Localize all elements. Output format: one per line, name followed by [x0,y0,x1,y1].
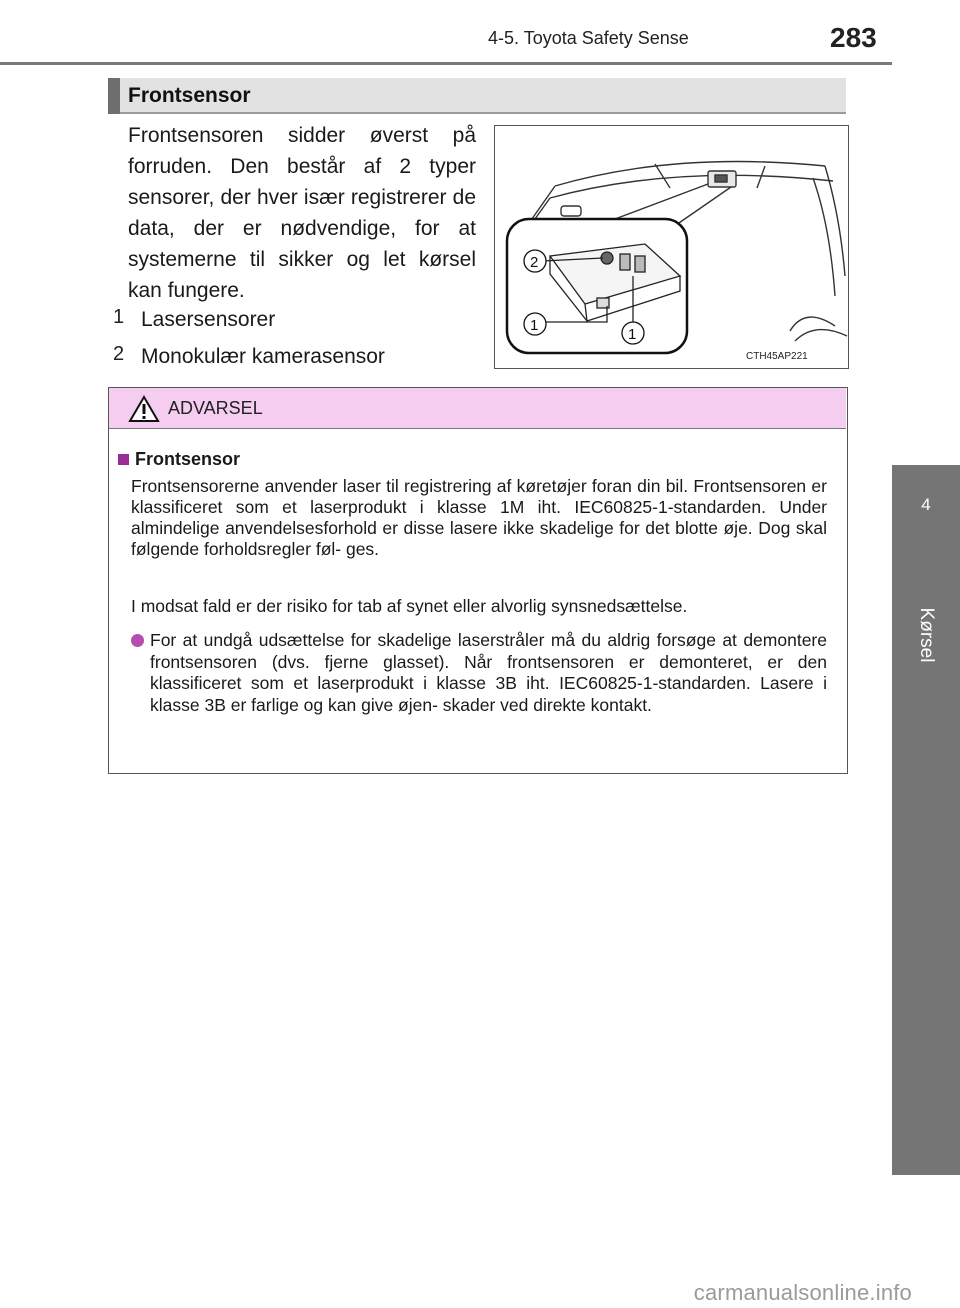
page-number: 283 [830,22,877,53]
figure-code: CTH45AP221 [746,351,808,362]
warning-bullet-text: For at undgå udsættelse for skadelige laserstråler må du aldrig forsøge at demontere frontsensoren (dvs. fjerne glasset). Når frontsensoren er demonteret, er den klassificeret som et laserprodukt i klasse 3B iht. IEC60825-1-standarden. Lasere i klasse 3B er farlige og kan give øjen- skader ved direkte kontakt. [150,630,827,715]
windshield-sensor-drawing [495,126,848,368]
chapter-label: Kørsel [916,607,937,663]
round-bullet-icon [131,634,144,647]
warning-bullet-item [131,630,827,716]
section-title: Frontsensor [128,84,251,107]
intro-paragraph: Frontsensoren sidder øverst på forruden. Den består af 2 typer sensorer, der hver især registrerer de data, der er nødvendige, for at systemerne til sikker og let kørsel kan fungere. [128,124,476,302]
warning-subheading [118,449,240,470]
square-bullet-icon [118,454,129,465]
legend-label: Monokulær kamerasensor [141,345,385,368]
section-heading-marker [108,78,120,114]
warning-paragraph-2: I modsat fald er der risiko for tab af synet eller alvorlig synsnedsættelse. [131,596,688,616]
warning-label: ADVARSEL [168,398,263,418]
warning-paragraph: Frontsensorerne anvender laser til registrering af køretøjer foran din bil. Frontsensoren er klassificeret som et laserprodukt i klasse 1M iht. IEC60825-1-standarden. Under almindelige anvendelsesforhold er disse lasere ikke skadelige for det blotte øje. Dog skal følgende forholdsregler føl- ges. [131,476,827,559]
chapter-number: 4 [921,495,931,514]
chapter-label-wrap [892,560,960,710]
callout-1a: 1 [530,317,539,334]
legend-number: 1 [113,306,125,328]
legend-item [113,306,275,334]
watermark: carmanualsonline.info [693,1280,912,1305]
legend-label: Lasersensorer [141,308,276,331]
header-section-title: 4-5. Toyota Safety Sense [488,28,689,48]
warning-triangle-icon [128,395,160,423]
callout-1b: 1 [628,326,637,343]
warning-subheading-text: Frontsensor [135,449,241,469]
legend-number: 2 [113,343,125,365]
front-sensor-illustration [494,125,849,369]
legend-item [113,343,385,371]
header-rule [0,62,892,65]
callout-2: 2 [530,254,539,271]
